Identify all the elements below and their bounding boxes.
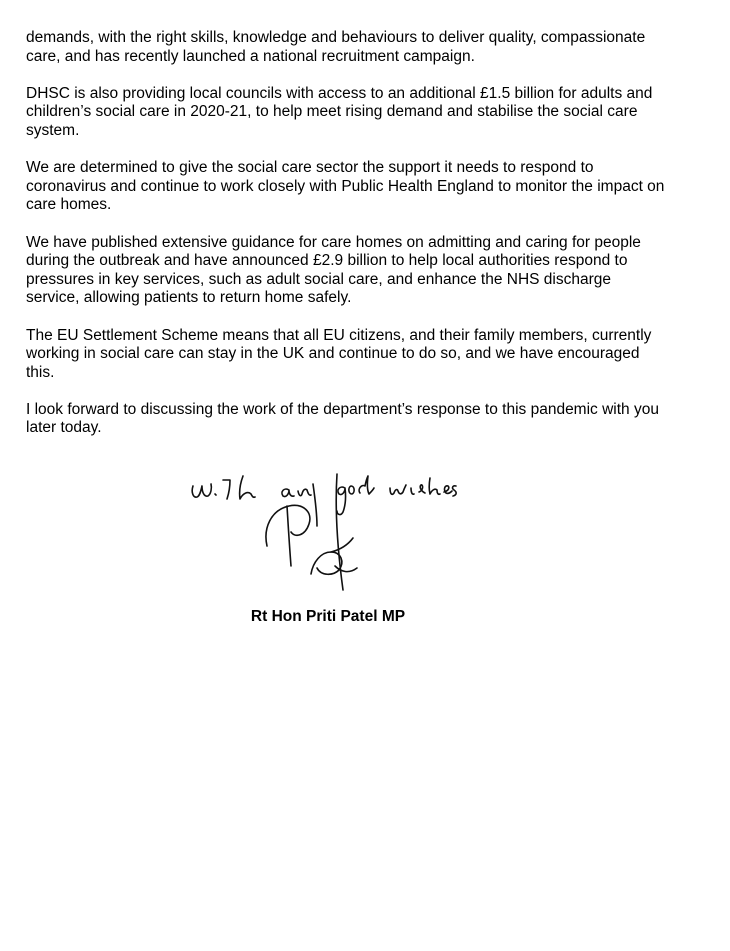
signatory-name: Rt Hon Priti Patel MP — [250, 608, 406, 625]
paragraph-workforce: demands, with the right skills, knowledge and behaviours to deliver quality, compassionate care, and has recently launched a national recruitment campaign. — [26, 29, 646, 65]
paragraph-support: We are determined to give the social care sector the support it needs to respond to coronavirus and continue to work closely with Public Health England to monitor the impact on care homes. — [26, 159, 665, 214]
signature-initials — [266, 474, 357, 590]
paragraph-closing: I look forward to discussing the work of the department’s response to this pandemic with you later today. — [26, 400, 659, 437]
handwritten-signature — [185, 466, 465, 598]
paragraph-guidance: We have published extensive guidance for care homes on admitting and caring for people during the outbreak and have announced £2.9 billion to help local authorities respond to pressures in key services, such as adult social care, and enhance the NHS discharge service, allowing patients to return home safely. — [26, 233, 641, 307]
paragraph-settlement-scheme: The EU Settlement Scheme means that all EU citizens, and their family members, currently working in social care can stay in the UK and continue to do so, and we have encouraged this. — [26, 326, 652, 381]
paragraph-funding: DHSC is also providing local councils with access to an additional £1.5 billion for adults and children’s social care in 2020-21, to help meet rising demand and stabilise the social care system. — [26, 84, 653, 139]
letter-body — [26, 29, 666, 457]
handwritten-closing — [192, 476, 456, 515]
